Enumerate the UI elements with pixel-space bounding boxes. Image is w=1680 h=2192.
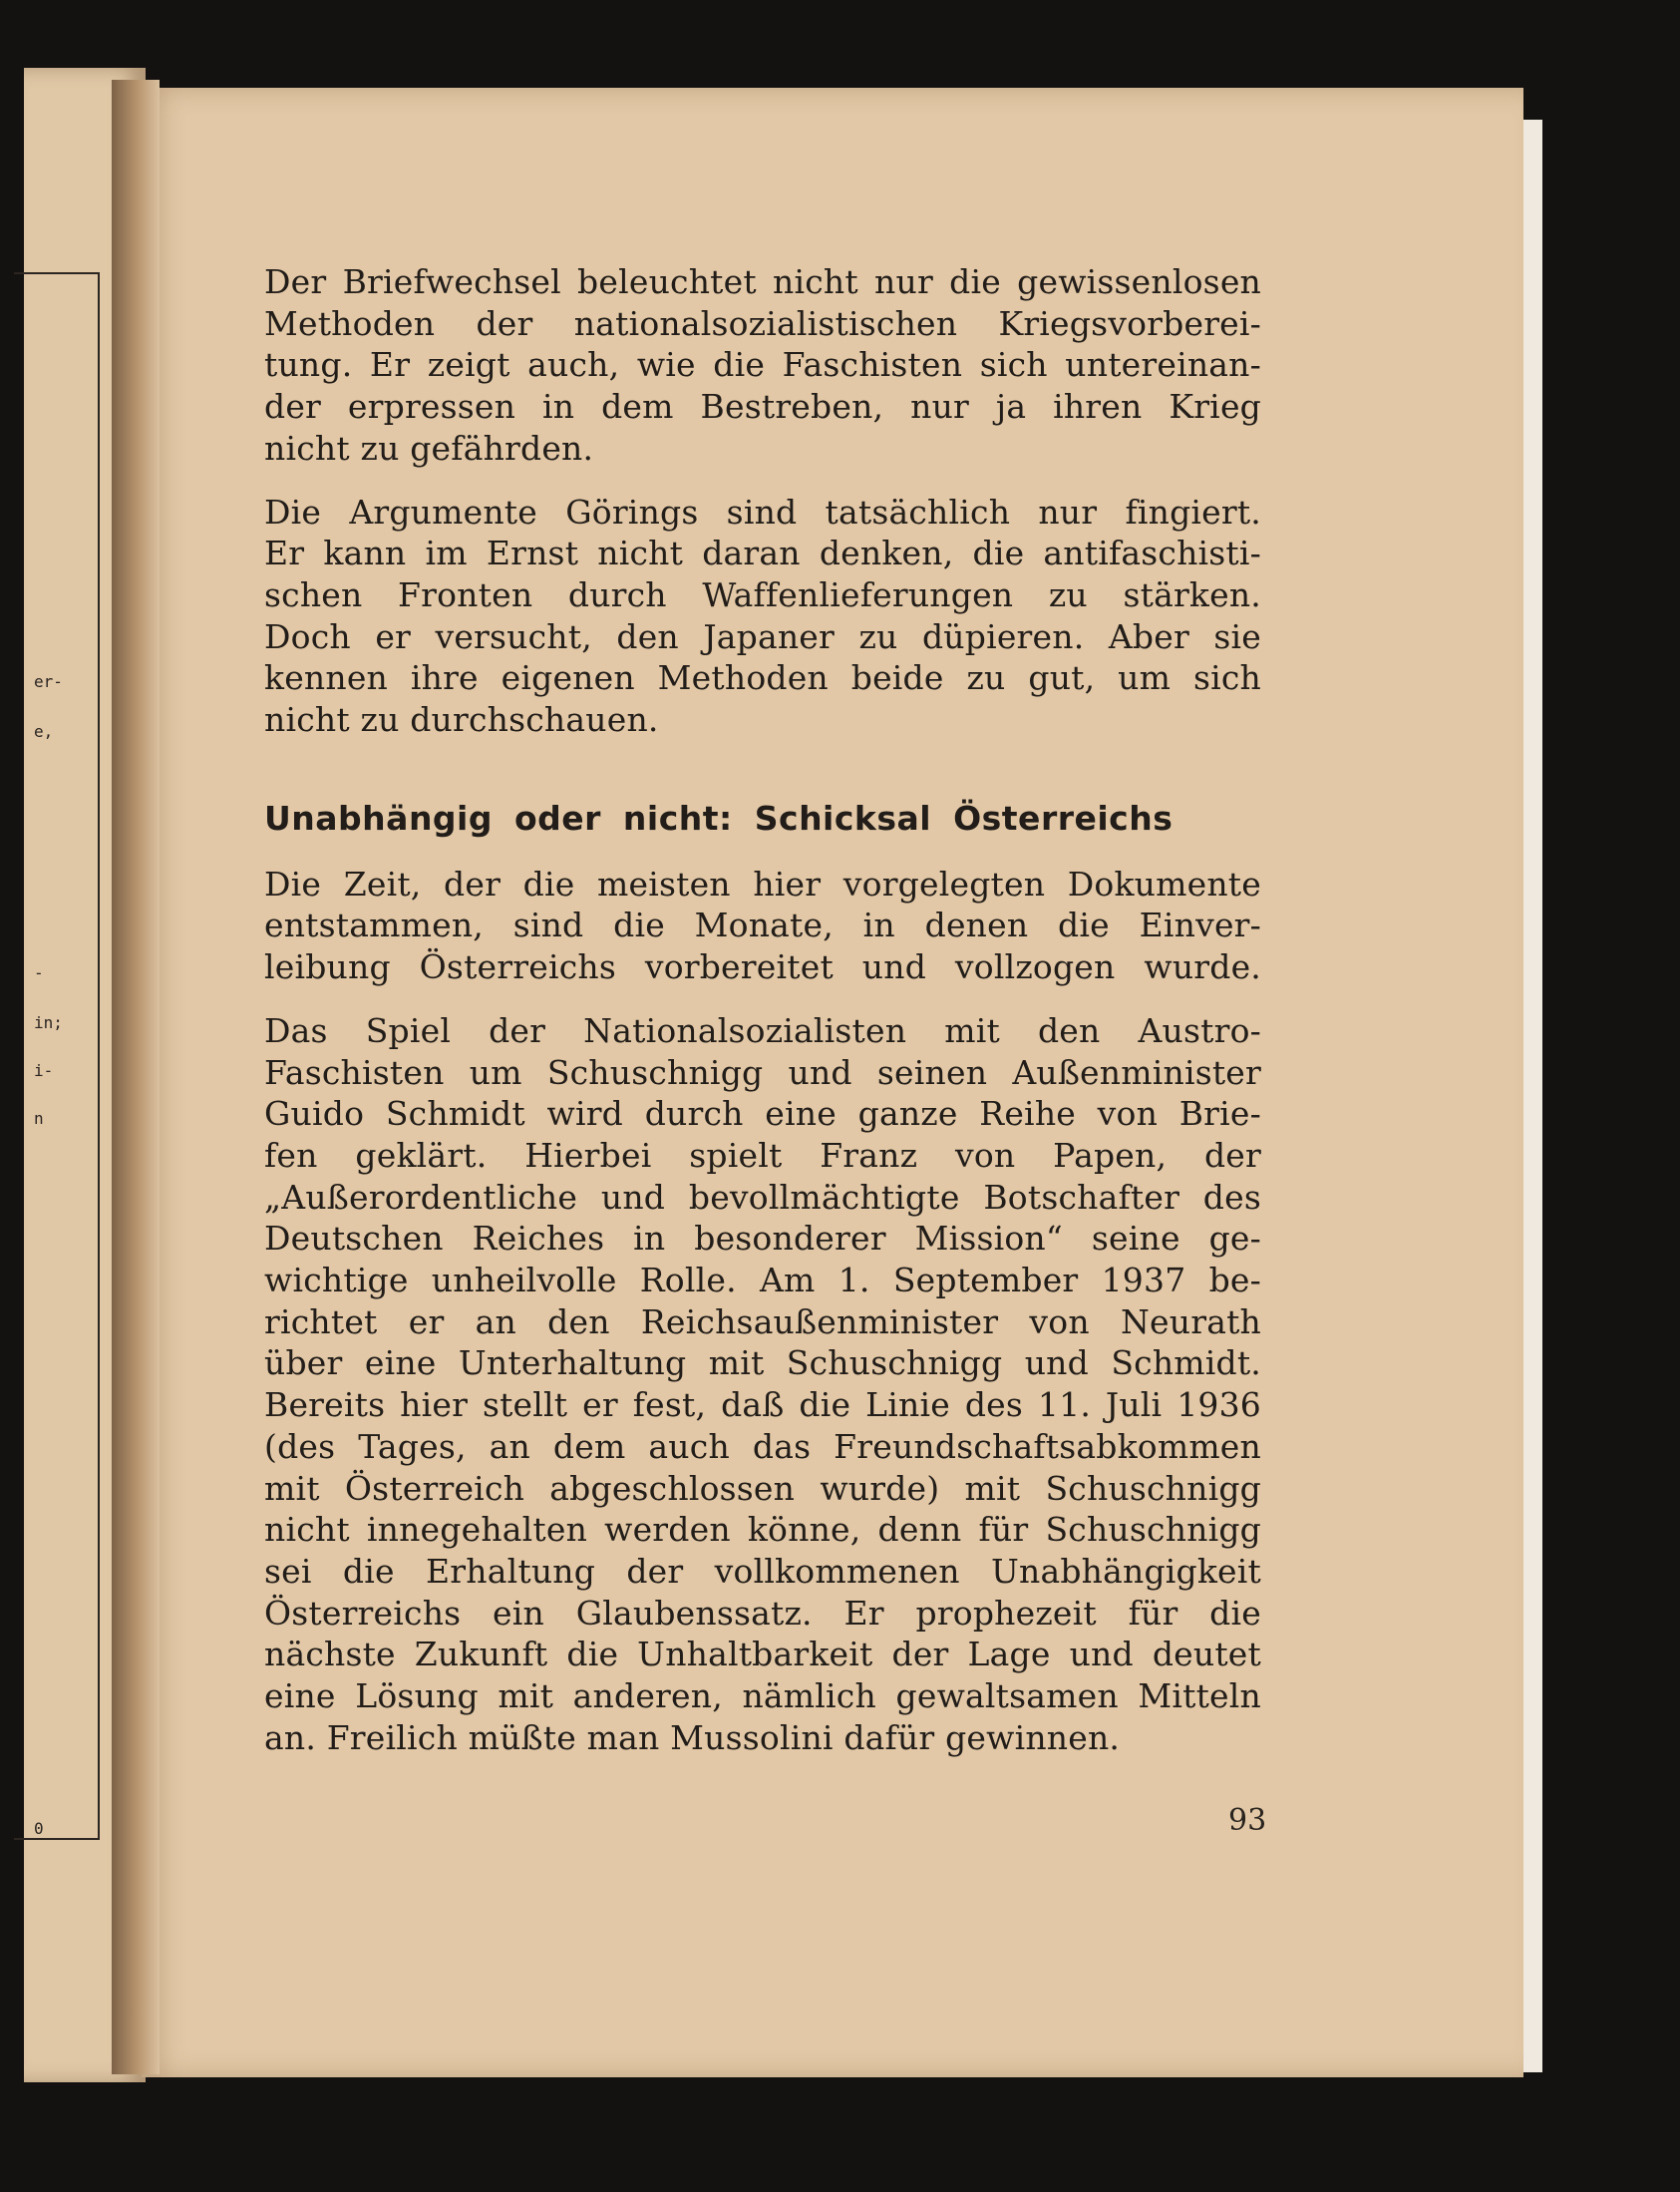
text-line: eine Lösung mit anderen, nämlich gewaltsamen Mitteln	[264, 1676, 1261, 1716]
paragraph-2	[264, 492, 1261, 741]
text-line: über eine Unterhaltung mit Schuschnigg und Schmidt.	[264, 1343, 1261, 1383]
text-line: entstammen, sind die Monate, in denen die Einver-	[264, 906, 1261, 945]
text-line: tung. Er zeigt auch, wie die Faschisten sich untereinan-	[264, 345, 1261, 385]
text-line: Der Briefwechsel beleuchtet nicht nur die gewissenlosen	[264, 262, 1261, 301]
book-gutter	[112, 80, 160, 2074]
text-line: wichtige unheilvolle Rolle. Am 1. September 1937 be-	[264, 1261, 1261, 1300]
text-line: Das Spiel der Nationalsozialisten mit den Austro-	[264, 1010, 1261, 1050]
page-number: 93	[1228, 1803, 1267, 1838]
text-line: schen Fronten durch Waffenlieferungen zu stärken.	[264, 574, 1261, 614]
text-line: Doch er versucht, den Japaner zu düpieren. Aber sie	[264, 616, 1261, 656]
text-line: Er kann im Ernst nicht daran denken, die antifaschisti-	[264, 534, 1261, 573]
text-line: „Außerordentliche und bevollmächtigte Botschafter des	[264, 1177, 1261, 1217]
text-line: leibung Österreichs vorbereitet und vollzogen wurde.	[264, 947, 1261, 987]
text-line: nicht innegehalten werden könne, denn für Schuschnigg	[264, 1510, 1261, 1550]
text-line: Guido Schmidt wird durch eine ganze Reihe von Brie-	[264, 1094, 1261, 1134]
section-heading: Unabhängig oder nicht: Schicksal Österreichs	[264, 798, 1174, 838]
text-line: nächste Zukunft die Unhaltbarkeit der Lage und deutet	[264, 1635, 1261, 1674]
text-line: Methoden der nationalsozialistischen Kriegsvorberei-	[264, 303, 1261, 343]
text-line: Faschisten um Schuschnigg und seinen Außenminister	[264, 1052, 1261, 1092]
text-line: fen geklärt. Hierbei spielt Franz von Papen, der	[264, 1135, 1261, 1175]
left-page-fragment: 0	[34, 1819, 44, 1838]
text-line: nicht zu gefährden.	[264, 428, 594, 468]
text-line: sei die Erhaltung der vollkommenen Unabhängigkeit	[264, 1551, 1261, 1591]
paragraph-1	[264, 261, 1261, 470]
text-line: kennen ihre eigenen Methoden beide zu gut, um sich	[264, 658, 1261, 698]
text-line: Die Argumente Görings sind tatsächlich nur fingiert.	[264, 492, 1261, 532]
left-page-fragment: i-	[34, 1061, 54, 1080]
text-line: der erpressen in dem Bestreben, nur ja ihren Krieg	[264, 387, 1261, 427]
text-line: Deutschen Reiches in besonderer Mission“ seine ge-	[264, 1219, 1261, 1259]
left-page-fragment: e,	[34, 722, 54, 741]
text-line: mit Österreich abgeschlossen wurde) mit Schuschnigg	[264, 1468, 1261, 1508]
left-page-fragment: in;	[34, 1013, 63, 1032]
paragraph-3	[264, 864, 1261, 988]
left-page-frame	[14, 272, 100, 1840]
text-line: an. Freilich müßte man Mussolini dafür gewinnen.	[264, 1717, 1121, 1757]
paragraph-4	[264, 1010, 1261, 1759]
text-line: Die Zeit, der die meisten hier vorgelegten Dokumente	[264, 864, 1261, 904]
text-line: nicht zu durchschauen.	[264, 700, 659, 740]
left-page-fragment: n	[34, 1109, 44, 1128]
text-line: Österreichs ein Glaubenssatz. Er prophezeit für die	[264, 1593, 1261, 1633]
text-line: richtet er an den Reichsaußenminister von Neurath	[264, 1301, 1261, 1341]
left-page-fragment: -	[34, 963, 44, 982]
page-text	[264, 261, 1261, 1781]
text-line: (des Tages, an dem auch das Freundschaftsabkommen	[264, 1426, 1261, 1466]
text-line: Bereits hier stellt er fest, daß die Linie des 11. Juli 1936	[264, 1385, 1261, 1425]
left-page-fragment: er-	[34, 672, 63, 691]
